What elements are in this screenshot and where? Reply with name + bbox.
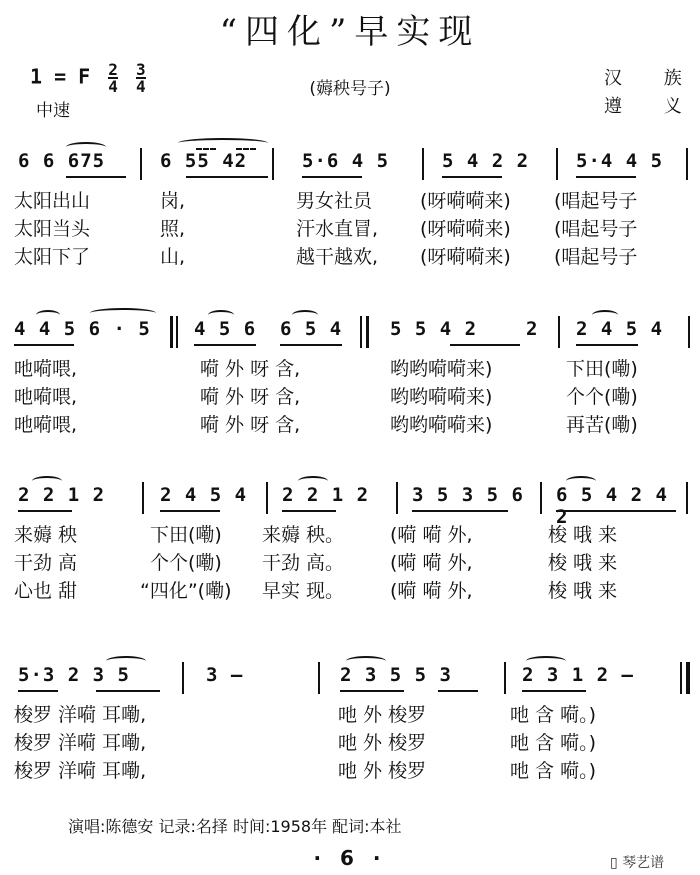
beam xyxy=(556,510,676,512)
slur xyxy=(566,476,596,486)
measure-notes: 6 6 675 xyxy=(18,150,106,172)
slur xyxy=(90,308,156,318)
measure-notes: 2 4 5 4 xyxy=(160,484,248,506)
lyric-text: 嗬 外 呀 含, xyxy=(200,414,301,436)
measure-notes: 5 4 2 2 xyxy=(442,150,530,172)
barline xyxy=(272,148,274,180)
slur xyxy=(526,656,566,666)
repeat-barline xyxy=(176,316,178,348)
lyric-text: 梭罗 洋嗬 耳嘞, xyxy=(14,732,147,754)
lyric-text: 来薅 秧。 xyxy=(262,524,345,546)
barline xyxy=(396,482,398,514)
lyric-text: 太阳当头 xyxy=(14,218,91,240)
ethnicity-label: 汉 族 xyxy=(604,68,700,89)
lyric-text: 吔 外 梭罗 xyxy=(338,732,427,754)
lyric-text: 早实 现。 xyxy=(262,580,345,602)
lyric-text: 下田(嘞) xyxy=(566,358,638,380)
slur xyxy=(592,310,618,320)
measure-notes: 2 2 1 2 xyxy=(282,484,370,506)
slur xyxy=(178,138,268,148)
barline xyxy=(686,148,688,180)
slur xyxy=(36,310,60,320)
lyric-text: 哟哟嗬嗬来) xyxy=(390,414,493,436)
song-title: “四化”早实现 xyxy=(219,12,481,52)
beam xyxy=(302,176,362,178)
measure-notes: 4 5 6 xyxy=(194,318,257,340)
measure-notes: 3 5 3 5 6 xyxy=(412,484,524,506)
beam xyxy=(282,510,336,512)
lyric-text: 梭罗 洋嗬 耳嘞, xyxy=(14,760,147,782)
beam xyxy=(18,510,72,512)
slur xyxy=(298,476,328,486)
lyric-text: 吔嗬喂, xyxy=(14,358,78,380)
time-signature-b: $\frac{3}{4}$ xyxy=(135,60,146,96)
measure-notes: 2 2 1 2 xyxy=(18,484,106,506)
place-label: 遵 义 xyxy=(604,96,700,117)
beam xyxy=(576,176,636,178)
watermark-logo xyxy=(610,852,664,872)
subtitle: (薅秧号子) xyxy=(309,79,391,99)
measure-notes: 5·4 4 5 xyxy=(576,150,664,172)
lyric-text: 嗬 外 呀 含, xyxy=(200,386,301,408)
lyric-text: 哟哟嗬嗬来) xyxy=(390,358,493,380)
lyric-text: (唱起号子 xyxy=(554,190,638,212)
lyric-text: 干劲 高 xyxy=(14,552,78,574)
slur xyxy=(208,310,234,320)
lyric-text: 梭 哦 来 xyxy=(548,552,618,574)
lyric-text: 吔 含 嗬。) xyxy=(510,760,596,782)
barline xyxy=(558,316,560,348)
measure-notes: 5·3 2 3 5 xyxy=(18,664,130,686)
beam xyxy=(194,344,256,346)
repeat-barline xyxy=(366,316,369,348)
beam xyxy=(280,344,342,346)
measure-notes: 5·6 4 5 xyxy=(302,150,390,172)
beam xyxy=(438,690,478,692)
lyric-text: 吔嗬喂, xyxy=(14,386,78,408)
barline xyxy=(504,662,506,694)
barline xyxy=(318,662,320,694)
lyric-text: (嗬 嗬 外, xyxy=(390,580,473,602)
lyric-text: 心也 甜 xyxy=(14,580,78,602)
lyric-text: 梭罗 洋嗬 耳嘞, xyxy=(14,704,147,726)
repeat-barline xyxy=(170,316,173,348)
barline xyxy=(182,662,184,694)
watermark-icon: ▯ xyxy=(610,855,618,871)
lyric-text: 男女社员 xyxy=(296,190,373,212)
barline xyxy=(266,482,268,514)
lyric-text: 再苦(嘞) xyxy=(566,414,638,436)
lyric-text: 个个(嘞) xyxy=(150,552,222,574)
music-system-2 xyxy=(10,318,690,438)
beam-dash xyxy=(196,148,216,150)
measure-notes: 6 5 4 xyxy=(280,318,343,340)
lyric-text: 下田(嘞) xyxy=(150,524,222,546)
key-text: 1 = F xyxy=(30,64,91,89)
lyric-text: (唱起号子 xyxy=(554,218,638,240)
lyric-text: “四化”(嘞) xyxy=(140,580,232,602)
music-system-3 xyxy=(10,484,690,604)
beam xyxy=(450,344,520,346)
slur xyxy=(346,656,386,666)
repeat-barline xyxy=(360,316,362,348)
lyric-text: 照, xyxy=(160,218,186,240)
measure-notes: 2 xyxy=(526,318,539,340)
lyric-text: (唱起号子 xyxy=(554,246,638,268)
beam xyxy=(14,344,74,346)
barline xyxy=(540,482,542,514)
lyric-text: (嗬 嗬 外, xyxy=(390,552,473,574)
music-system-1 xyxy=(10,150,690,270)
measure-notes: 6 55 42 xyxy=(160,150,248,172)
lyric-text: 吔嗬喂, xyxy=(14,414,78,436)
measure-notes: 3 — xyxy=(206,664,244,686)
slur xyxy=(292,310,318,320)
beam xyxy=(576,344,638,346)
lyric-text: 太阳下了 xyxy=(14,246,91,268)
measure-notes: 2 3 5 5 3 xyxy=(340,664,452,686)
lyric-text: (呀嗬嗬来) xyxy=(420,246,511,268)
lyric-text: 吔 外 梭罗 xyxy=(338,760,427,782)
notation-row xyxy=(10,150,690,180)
lyric-text: 吔 外 梭罗 xyxy=(338,704,427,726)
measure-notes: 5 5 4 2 xyxy=(390,318,478,340)
measure-notes: 4 4 5 6 · 5 xyxy=(14,318,151,340)
lyric-text: 汗水直冒, xyxy=(296,218,379,240)
lyric-text: 来薅 秧 xyxy=(14,524,78,546)
barline xyxy=(140,148,142,180)
page-number: · 6 · xyxy=(313,846,387,870)
watermark-text: 琴艺谱 xyxy=(622,855,665,871)
beam xyxy=(160,510,220,512)
lyric-text: 太阳出山 xyxy=(14,190,91,212)
lyric-text: 哟哟嗬嗬来) xyxy=(390,386,493,408)
beam xyxy=(340,690,404,692)
lyric-text: 岗, xyxy=(160,190,186,212)
beam xyxy=(186,176,268,178)
measure-notes: 2 3 1 2 — xyxy=(522,664,634,686)
barline xyxy=(686,482,688,514)
beam-dash xyxy=(236,148,256,150)
slur xyxy=(66,142,106,152)
beam xyxy=(412,510,508,512)
barline xyxy=(422,148,424,180)
beam xyxy=(96,690,160,692)
lyric-text: 干劲 高。 xyxy=(262,552,345,574)
lyric-text: 梭 哦 来 xyxy=(548,524,618,546)
lyric-text: 越干越欢, xyxy=(296,246,379,268)
barline xyxy=(556,148,558,180)
slur xyxy=(32,476,62,486)
notation-row xyxy=(10,664,690,694)
notation-row xyxy=(10,318,690,348)
slur xyxy=(106,656,146,666)
lyric-text: 嗬 外 呀 含, xyxy=(200,358,301,380)
beam xyxy=(66,176,126,178)
final-barline xyxy=(680,662,682,694)
music-system-4 xyxy=(10,664,690,784)
lyric-text: (呀嗬嗬来) xyxy=(420,218,511,240)
credits-line: 演唱:陈德安 记录:名择 时间:1958年 配词:本社 xyxy=(68,817,402,836)
final-barline xyxy=(686,662,690,694)
lyric-text: 个个(嘞) xyxy=(566,386,638,408)
barline xyxy=(142,482,144,514)
measure-notes: 2 4 5 4 xyxy=(576,318,664,340)
lyric-text: (嗬 嗬 外, xyxy=(390,524,473,546)
beam xyxy=(442,176,502,178)
notation-row xyxy=(10,484,690,528)
barline xyxy=(688,316,690,348)
beam xyxy=(522,690,586,692)
beam xyxy=(18,690,58,692)
lyric-text: (呀嗬嗬来) xyxy=(420,190,511,212)
lyric-text: 吔 含 嗬。) xyxy=(510,704,596,726)
lyric-text: 吔 含 嗬。) xyxy=(510,732,596,754)
lyric-text: 梭 哦 来 xyxy=(548,580,618,602)
lyric-text: 山, xyxy=(160,246,186,268)
time-signature-a: $\frac{2}{4}$ xyxy=(108,60,118,96)
tempo-marking: 中速 xyxy=(36,101,70,121)
measure-notes: 6 5 4 2 4 2 xyxy=(556,484,668,528)
